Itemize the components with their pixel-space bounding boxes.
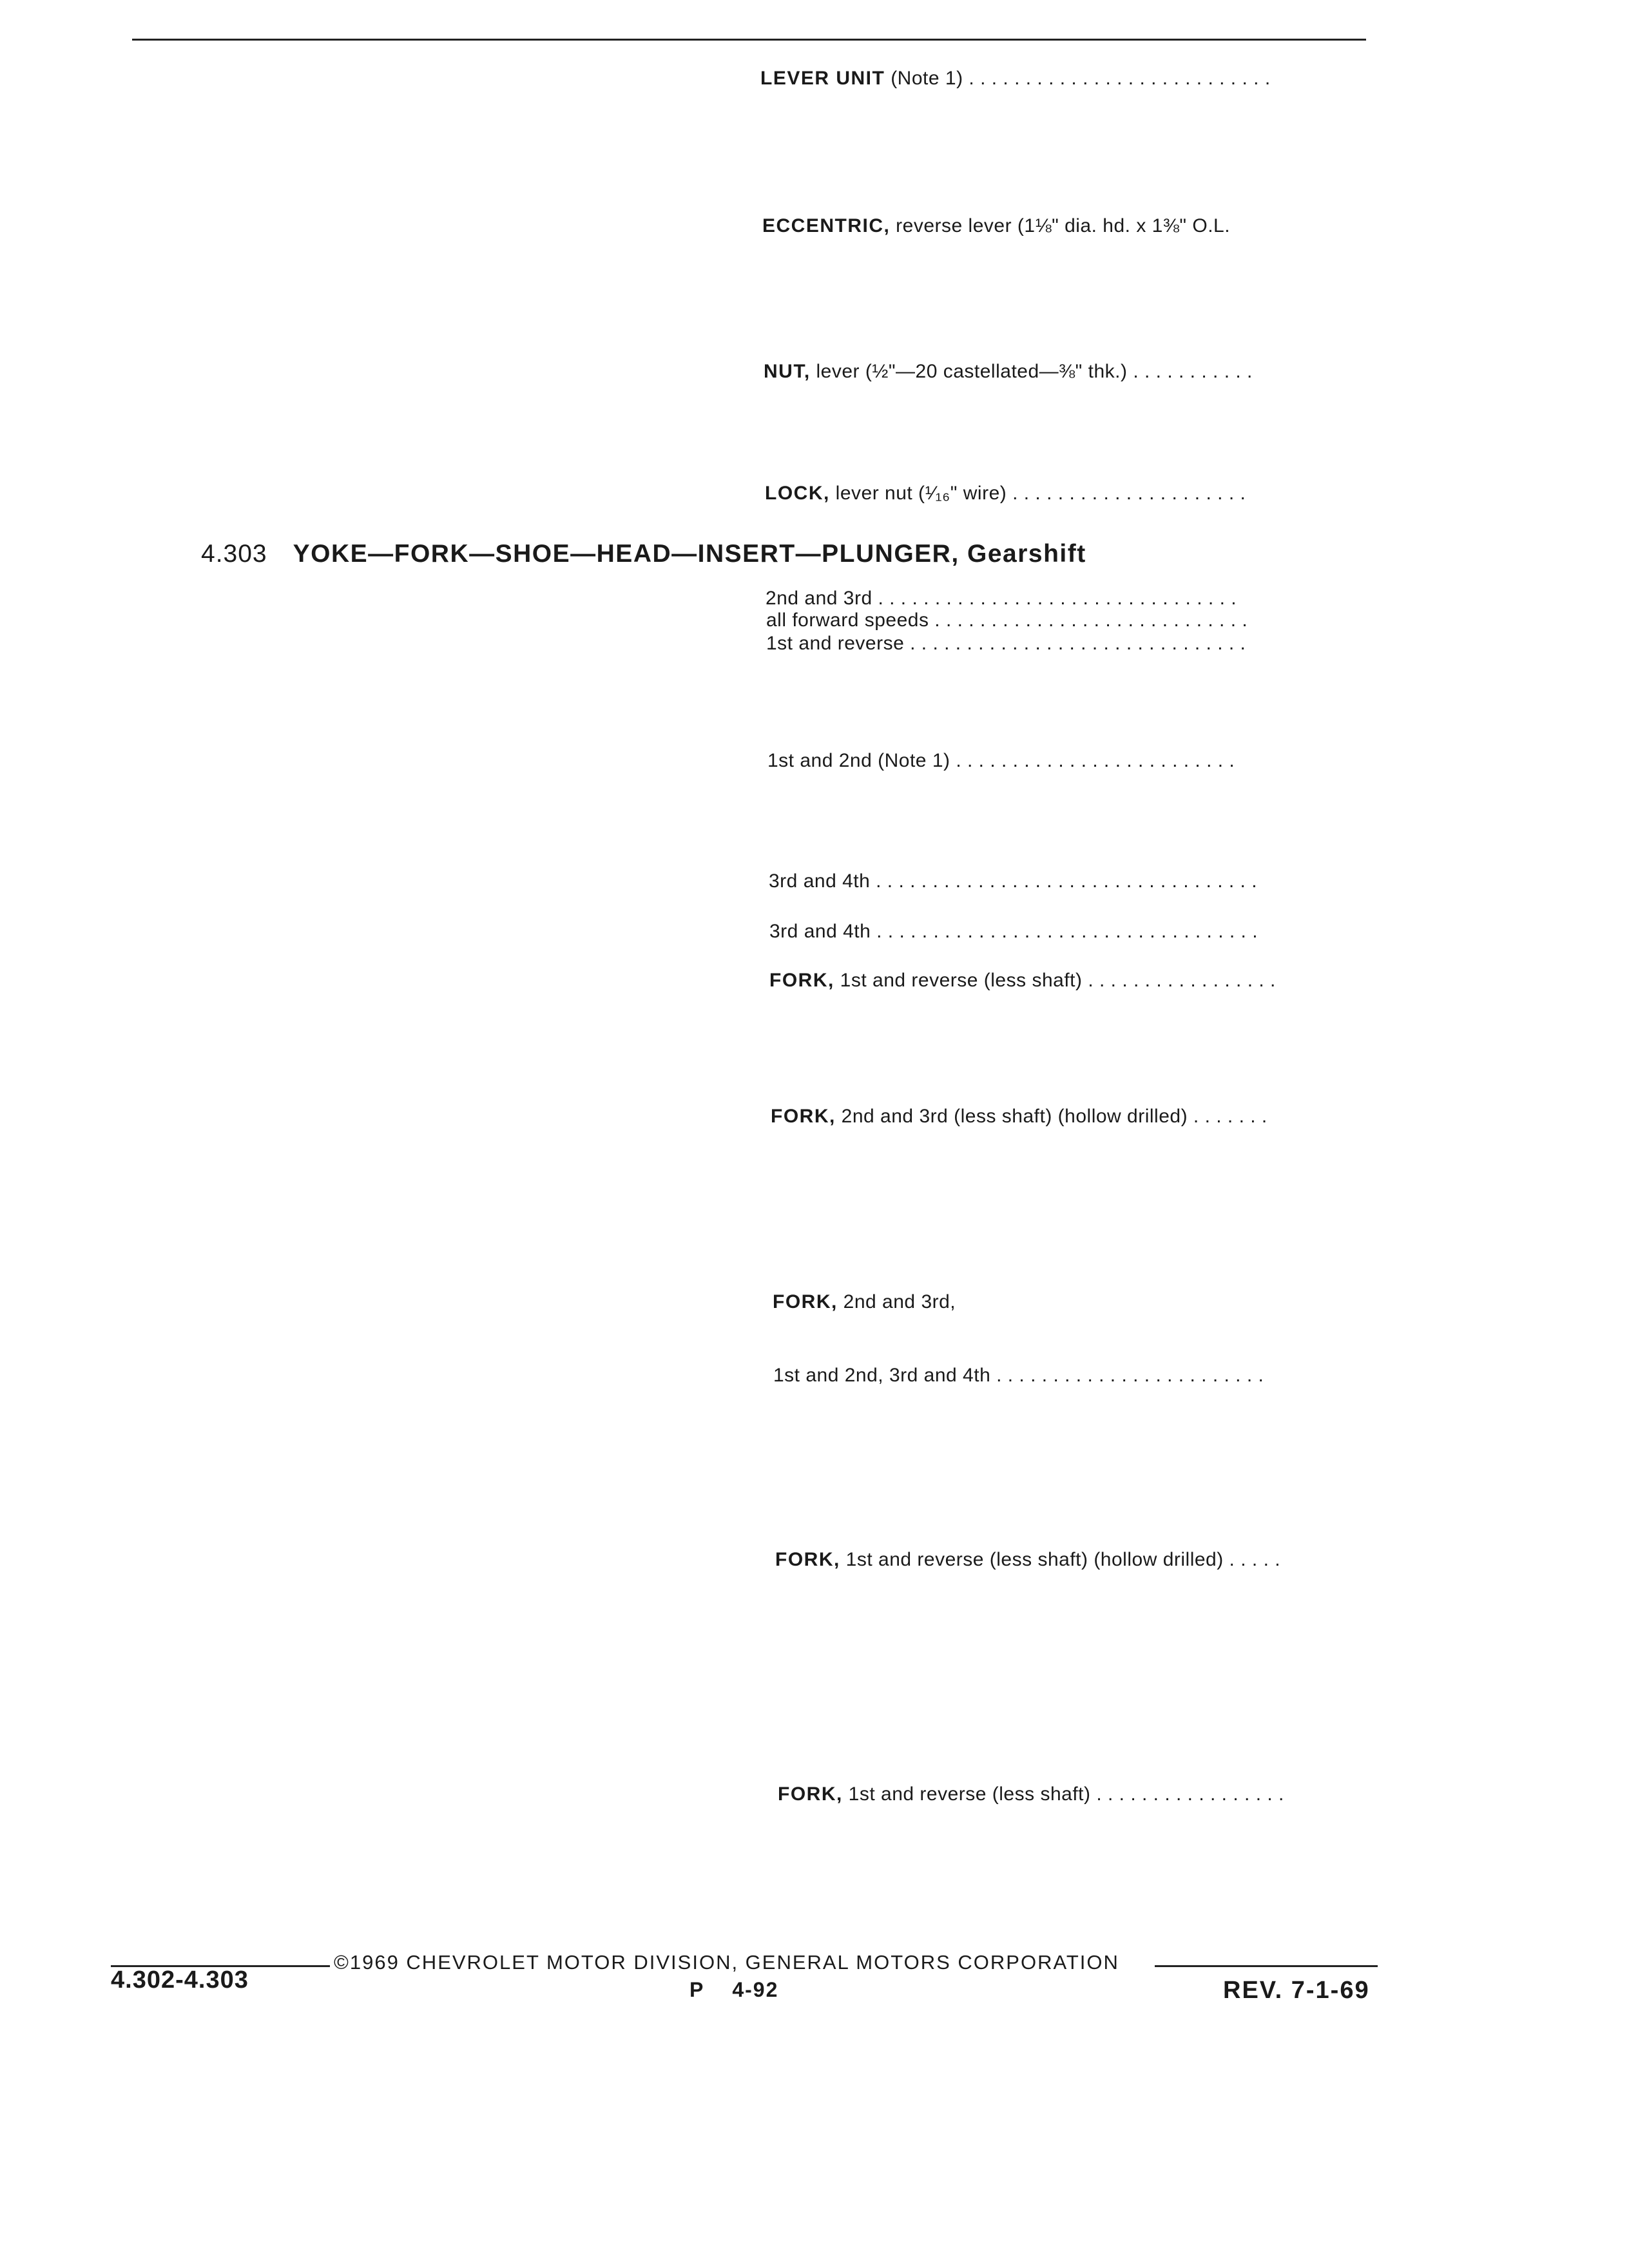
part-description bbox=[769, 970, 1276, 992]
footer-copyright: ©1969 CHEVROLET MOTOR DIVISION, GENERAL MOTORS CORPORATION bbox=[334, 1951, 1119, 1974]
description-text: 2nd and 3rd . . . . . . . . . . . . . . . . . . . . . . . . . . . . . . . . bbox=[766, 588, 1237, 609]
part-name: FORK, bbox=[775, 1549, 840, 1570]
part-name: ECCENTRIC, bbox=[762, 215, 891, 236]
section-number: 4.303 bbox=[201, 540, 267, 568]
description-text: lever nut (¹⁄₁₆" wire) . . . . . . . . . . . . . . . . . . . . . bbox=[829, 483, 1246, 504]
part-description bbox=[775, 1549, 1280, 1571]
footer-revision: REV. 7-1-69 bbox=[1223, 1977, 1370, 2004]
description-text: 1st and reverse (less shaft) (hollow drilled) . . . . . bbox=[840, 1549, 1281, 1570]
description-text: 1st and 2nd (Note 1) . . . . . . . . . . . . . . . . . . . . . . . . . bbox=[767, 750, 1235, 771]
description-text: 2nd and 3rd, bbox=[837, 1291, 956, 1312]
part-name: FORK, bbox=[773, 1291, 838, 1312]
part-description bbox=[765, 483, 1246, 505]
part-name: FORK, bbox=[769, 970, 834, 991]
part-description bbox=[762, 215, 1230, 237]
section-title: YOKE—FORK—SHOE—HEAD—INSERT—PLUNGER, bbox=[293, 540, 959, 568]
footer-rule-right bbox=[1155, 1965, 1378, 1967]
description-text: all forward speeds . . . . . . . . . . . . . . . . . . . . . . . . . . . . bbox=[766, 610, 1248, 631]
part-description bbox=[769, 870, 1257, 892]
description-text: 3rd and 4th . . . . . . . . . . . . . . . . . . . . . . . . . . . . . . . . . . bbox=[769, 921, 1258, 942]
part-description bbox=[764, 361, 1253, 383]
part-description bbox=[778, 1783, 1284, 1805]
section-subtitle: Gearshift bbox=[959, 540, 1086, 568]
description-text: 1st and reverse . . . . . . . . . . . . . . . . . . . . . . . . . . . . . . bbox=[766, 633, 1246, 654]
part-description bbox=[766, 633, 1246, 655]
part-name: FORK, bbox=[771, 1106, 836, 1127]
part-description bbox=[769, 921, 1258, 943]
description-text: 1st and reverse (less shaft) . . . . . . . . . . . . . . . . . bbox=[834, 970, 1276, 991]
description-text: 2nd and 3rd (less shaft) (hollow drilled) . . . . . . . bbox=[835, 1106, 1268, 1127]
part-name: LOCK, bbox=[765, 483, 830, 504]
part-description bbox=[771, 1106, 1268, 1128]
part-name: FORK, bbox=[778, 1783, 843, 1805]
part-description bbox=[773, 1365, 1264, 1387]
part-description bbox=[760, 68, 1271, 90]
description-text: 1st and reverse (less shaft) . . . . . . . . . . . . . . . . . bbox=[842, 1783, 1284, 1805]
description-text: 1st and 2nd, 3rd and 4th . . . . . . . . . . . . . . . . . . . . . . . . bbox=[773, 1365, 1264, 1386]
description-text: reverse lever (1⅛" dia. hd. x 1⅜" O.L. bbox=[890, 215, 1231, 236]
description-text: (Note 1) . . . . . . . . . . . . . . . . . . . . . . . . . . . bbox=[885, 68, 1271, 89]
footer-section-range: 4.302-4.303 bbox=[111, 1966, 249, 1994]
section-heading bbox=[201, 540, 1086, 568]
part-description bbox=[766, 588, 1237, 610]
part-description bbox=[767, 750, 1235, 772]
description-text: 3rd and 4th . . . . . . . . . . . . . . . . . . . . . . . . . . . . . . . . . . bbox=[769, 870, 1258, 892]
top-rule bbox=[132, 39, 1366, 41]
part-description bbox=[766, 610, 1248, 631]
part-name: LEVER UNIT bbox=[760, 68, 885, 89]
part-name: NUT, bbox=[764, 361, 811, 382]
part-description bbox=[773, 1291, 956, 1313]
footer-page-number: P 4-92 bbox=[689, 1978, 779, 2001]
description-text: lever (½"—20 castellated—⅜" thk.) . . . . . . . . . . . bbox=[810, 361, 1253, 382]
